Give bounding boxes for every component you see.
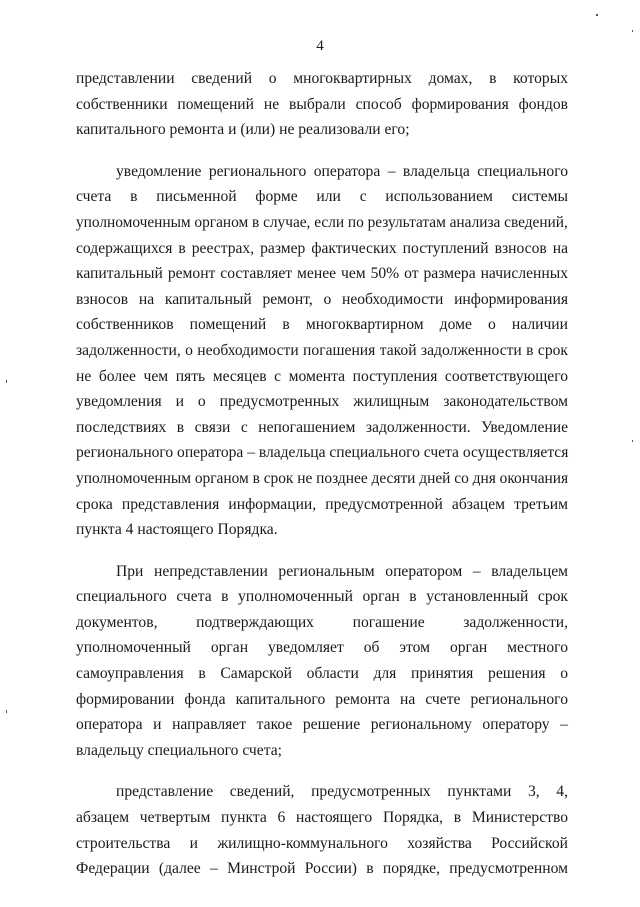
text-line: собственники помещений не выбрали способ формирования фондов [76, 95, 568, 113]
text-line: счета в письменной форме или с использованием системы [76, 188, 568, 206]
text-line: При непредставлении региональным оператором – владельцем [116, 562, 568, 580]
text-line: собственников помещений в многоквартирном доме о наличии [76, 316, 568, 334]
text-line: последствиях в связи с непогашением задолженности. Уведомление [76, 418, 568, 436]
text-line: капитального ремонта и (или) не реализовали его; [76, 121, 410, 139]
text-line: специального счета в уполномоченный орган в установленный срок [76, 588, 568, 606]
scan-mark-left-edge [6, 380, 7, 383]
text-line: содержащихся в реестрах, размер фактических поступлений взносов на [76, 239, 568, 257]
text-line: уполномоченный орган уведомляет об этом орган местного [76, 639, 568, 657]
text-line: самоуправления в Самарской области для принятия решения о [76, 665, 568, 683]
text-line: уполномоченным органом в случае, если по результатам анализа сведений, [76, 213, 568, 231]
text-line: абзацем четвертым пункта 6 настоящего Порядка, в Министерство [76, 809, 568, 827]
paragraph-2 [76, 159, 568, 543]
scan-mark-left-lower [6, 710, 7, 713]
document-body [76, 66, 568, 882]
text-line: Федерации (далее – Минстрой России) в порядке, предусмотренном [76, 860, 568, 878]
text-line: взносов на капитальный ремонт, о необходимости информирования [76, 290, 568, 308]
scan-mark-top-right [596, 14, 598, 16]
text-line: строительства и жилищно-коммунального хозяйства Российской [76, 834, 568, 852]
text-line: уведомления и о предусмотренных жилищным законодательством [76, 393, 568, 411]
text-line: владельцу специального счета; [76, 741, 282, 759]
text-line: формировании фонда капитального ремонта на счете регионального [76, 690, 568, 708]
scan-mark-right-edge [632, 30, 633, 32]
page-number: 4 [316, 38, 324, 54]
text-line: регионального оператора – владельца специального счета осуществляется [76, 444, 569, 462]
paragraph-3 [76, 559, 568, 764]
paragraph-1 [76, 66, 568, 143]
text-line: уведомление регионального оператора – владельца специального [116, 162, 568, 180]
scan-mark-right-middle [632, 440, 633, 442]
text-line: представление сведений, предусмотренных пунктами 3, 4, [116, 783, 568, 801]
text-line: оператора и направляет такое решение региональному оператору – [76, 716, 568, 734]
text-line: срока представления информации, предусмотренной абзацем третьим [76, 495, 568, 513]
text-line: не более чем пять месяцев с момента поступления соответствующего [76, 367, 568, 385]
text-line: представлении сведений о многоквартирных домах, в которых [76, 70, 568, 87]
text-line: капитальный ремонт составляет менее чем 50% от размера начисленных [76, 265, 568, 283]
text-line: задолженности, о необходимости погашения такой задолженности в срок [76, 341, 568, 359]
paragraph-4 [76, 779, 568, 881]
text-line: уполномоченным органом в срок не позднее десяти дней со дня окончания [76, 469, 569, 487]
text-line: документов, подтверждающих погашение задолженности, [76, 613, 568, 631]
text-line: пункта 4 настоящего Порядка. [76, 521, 278, 539]
